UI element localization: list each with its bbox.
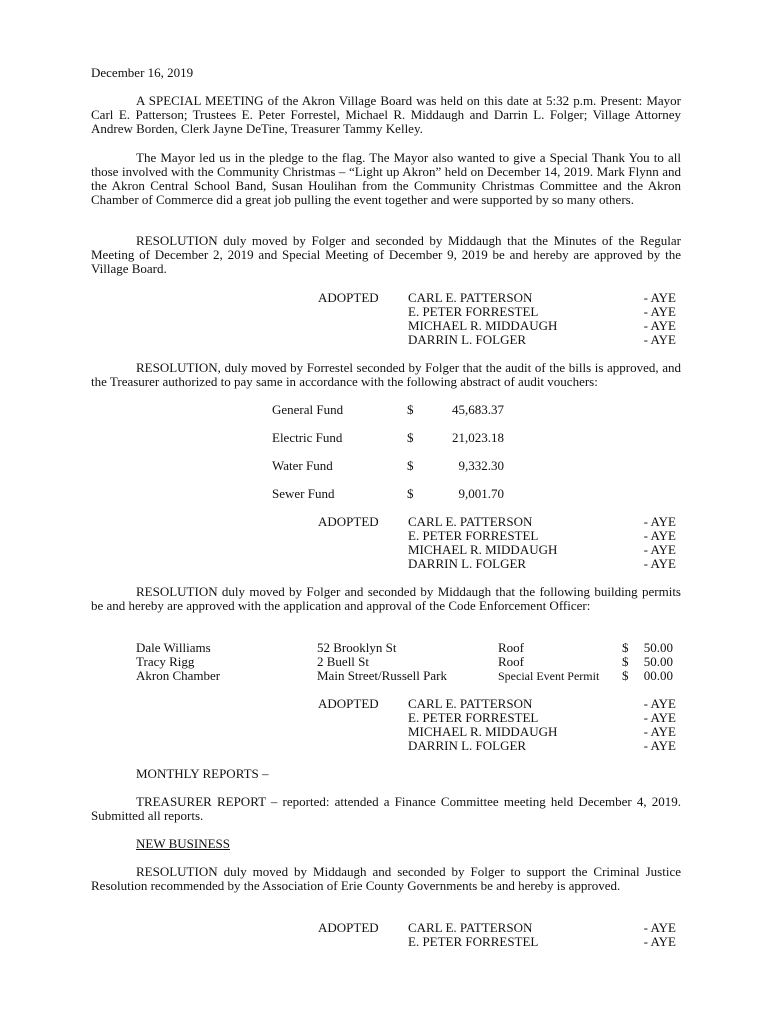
permit-row — [136, 641, 673, 655]
permit-address: 2 Buell St — [317, 654, 370, 669]
permit-row — [136, 669, 673, 683]
vote-value: - AYE — [643, 318, 676, 333]
voter-name: E. PETER FORRESTEL — [408, 528, 539, 543]
voter-name: CARL E. PATTERSON — [408, 920, 533, 935]
vote-value: - AYE — [643, 920, 676, 935]
paragraph-pledge: The Mayor led us in the pledge to the flag. The Mayor also wanted to give a Special Thank You to all those involved with the Community Christmas – “Light up Akron” held on December 14, 2019. Mark Flynn and the Akron Central School Band, Susan Houlihan from the Community Christmas Committee and the Akron Chamber of Commerce did a great job pulling the event together and were supported by so many others. — [91, 150, 681, 207]
voter-name: MICHAEL R. MIDDAUGH — [408, 318, 558, 333]
fund-row — [272, 403, 504, 417]
permit-applicant: Dale Williams — [136, 640, 211, 655]
fund-currency: $ — [407, 458, 414, 473]
permit-address: Main Street/Russell Park — [317, 668, 447, 683]
vote-row — [408, 515, 676, 529]
permit-applicant: Tracy Rigg — [136, 654, 195, 669]
fund-row — [272, 459, 504, 473]
voter-name: MICHAEL R. MIDDAUGH — [408, 724, 558, 739]
fund-name: Electric Fund — [272, 430, 343, 445]
permit-currency: $ — [622, 668, 629, 683]
vote-row — [408, 305, 676, 319]
vote-row — [408, 711, 676, 725]
fund-amount: 9,332.30 — [458, 458, 504, 473]
vote-value: - AYE — [643, 542, 676, 557]
paragraph-meeting-opening: A SPECIAL MEETING of the Akron Village Board was held on this date at 5:32 p.m. Present: Mayor Carl E. Patterson; Trustees E. Peter Forrestel, Michael R. Middaugh and Darrin L. Folger; Village Attorney Andrew Borden, Clerk Jayne DeTine, Treasurer Tammy Kelley. — [91, 93, 681, 136]
new-business-heading — [136, 837, 230, 851]
permit-type: Special Event Permit — [498, 669, 600, 683]
adopted-label: ADOPTED — [318, 290, 379, 305]
fund-amount: 9,001.70 — [458, 486, 504, 501]
voter-name: DARRIN L. FOLGER — [408, 738, 527, 753]
monthly-reports-heading: MONTHLY REPORTS – — [136, 766, 269, 781]
paragraph-treasurer-report: TREASURER REPORT – reported: attended a Finance Committee meeting held December 4, 2019. Submitted all reports. — [91, 794, 681, 823]
fund-row — [272, 487, 504, 501]
permit-type: Roof — [498, 640, 524, 655]
meeting-date: December 16, 2019 — [91, 65, 194, 80]
vote-row — [408, 921, 676, 935]
vote-value: - AYE — [643, 304, 676, 319]
voter-name: E. PETER FORRESTEL — [408, 710, 539, 725]
vote-value: - AYE — [643, 710, 676, 725]
vote-row — [408, 935, 676, 949]
vote-row — [408, 725, 676, 739]
fund-currency: $ — [407, 430, 414, 445]
fund-name: General Fund — [272, 402, 344, 417]
fund-currency: $ — [407, 486, 414, 501]
permit-amount: 00.00 — [643, 668, 673, 683]
adopted-label: ADOPTED — [318, 696, 379, 711]
voter-name: DARRIN L. FOLGER — [408, 332, 527, 347]
new-business-label: NEW BUSINESS — [136, 836, 231, 851]
fund-name: Sewer Fund — [272, 486, 335, 501]
permit-currency: $ — [622, 640, 629, 655]
vote-value: - AYE — [643, 724, 676, 739]
vote-row — [408, 557, 676, 571]
voter-name: CARL E. PATTERSON — [408, 290, 533, 305]
vote-value: - AYE — [643, 934, 676, 949]
voter-name: E. PETER FORRESTEL — [408, 934, 539, 949]
voter-name: MICHAEL R. MIDDAUGH — [408, 542, 558, 557]
vote-value: - AYE — [643, 696, 676, 711]
fund-currency: $ — [407, 402, 414, 417]
fund-row — [272, 431, 504, 445]
adopted-label: ADOPTED — [318, 920, 379, 935]
vote-value: - AYE — [643, 556, 676, 571]
vote-value: - AYE — [643, 332, 676, 347]
voter-name: DARRIN L. FOLGER — [408, 556, 527, 571]
vote-row — [408, 739, 676, 753]
vote-row — [408, 697, 676, 711]
permit-amount: 50.00 — [643, 640, 673, 655]
adopted-label: ADOPTED — [318, 514, 379, 529]
fund-name: Water Fund — [272, 458, 333, 473]
permit-currency: $ — [622, 654, 629, 669]
vote-row — [408, 333, 676, 347]
vote-value: - AYE — [643, 290, 676, 305]
permit-address: 52 Brooklyn St — [317, 640, 397, 655]
vote-value: - AYE — [643, 738, 676, 753]
vote-value: - AYE — [643, 514, 676, 529]
fund-amount: 21,023.18 — [452, 430, 504, 445]
voter-name: CARL E. PATTERSON — [408, 696, 533, 711]
paragraph-audit-resolution: RESOLUTION, duly moved by Forrestel seconded by Folger that the audit of the bills is approved, and the Treasurer authorized to pay same in accordance with the following abstract of audit vouchers: — [91, 360, 681, 389]
voter-name: E. PETER FORRESTEL — [408, 304, 539, 319]
permit-row — [136, 655, 673, 669]
vote-row — [408, 291, 676, 305]
fund-amount: 45,683.37 — [452, 402, 504, 417]
vote-row — [408, 543, 676, 557]
permit-amount: 50.00 — [643, 654, 673, 669]
vote-row — [408, 319, 676, 333]
voter-name: CARL E. PATTERSON — [408, 514, 533, 529]
vote-value: - AYE — [643, 528, 676, 543]
permit-applicant: Akron Chamber — [136, 668, 221, 683]
vote-row — [408, 529, 676, 543]
paragraph-minutes-resolution: RESOLUTION duly moved by Folger and seconded by Middaugh that the Minutes of the Regular Meeting of December 2, 2019 and Special Meeting of December 9, 2019 be and hereby are approved by the Village Board. — [91, 233, 681, 276]
paragraph-permits-resolution: RESOLUTION duly moved by Folger and seconded by Middaugh that the following building permits be and hereby are approved with the application and approval of the Code Enforcement Officer: — [91, 584, 681, 613]
permit-type: Roof — [498, 654, 524, 669]
paragraph-criminal-justice-resolution: RESOLUTION duly moved by Middaugh and seconded by Folger to support the Criminal Justice Resolution recommended by the Association of Erie County Governments be and hereby is approved. — [91, 864, 681, 893]
